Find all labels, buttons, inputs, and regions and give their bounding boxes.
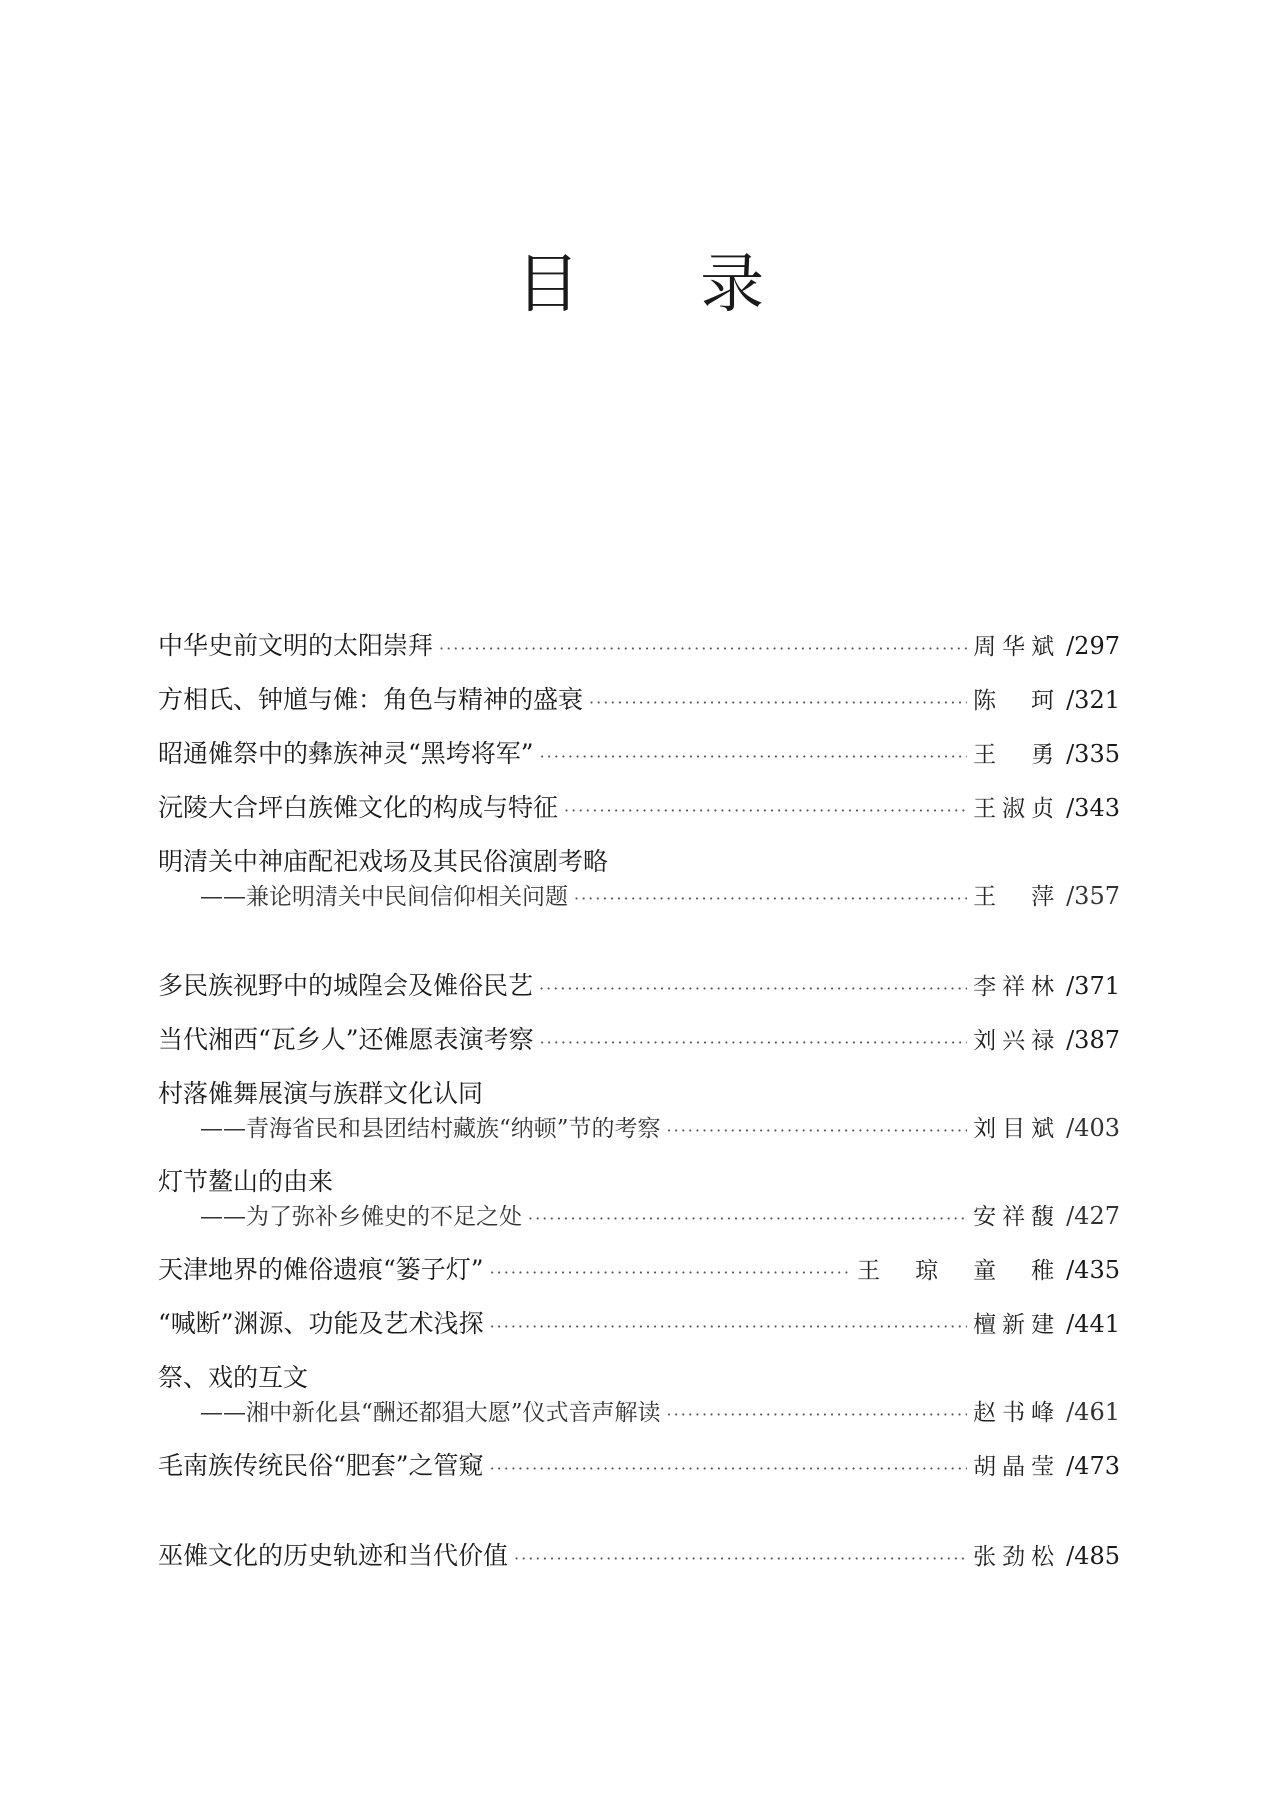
- toc-title-line: [158, 684, 1120, 718]
- toc-title-line: [158, 1450, 1120, 1484]
- dot-leader: [539, 973, 967, 1005]
- toc-title-line: [158, 1024, 1120, 1058]
- entry-page-number: /335: [1066, 740, 1120, 768]
- entry-author: 张劲松: [973, 1544, 1061, 1570]
- dot-leader: [667, 1399, 968, 1431]
- entry-page-number: /357: [1066, 882, 1120, 910]
- toc-entry[interactable]: [158, 1166, 1120, 1234]
- entry-author: 王 勇: [973, 742, 1061, 768]
- toc-entry[interactable]: [158, 846, 1120, 914]
- dot-leader: [490, 1453, 968, 1485]
- toc-entry[interactable]: [158, 1024, 1120, 1058]
- toc-entry[interactable]: [158, 1308, 1120, 1342]
- entry-author: 胡晶莹: [973, 1454, 1061, 1480]
- dot-leader: [574, 883, 967, 915]
- entry-page-number: /403: [1066, 1114, 1120, 1142]
- entry-subtitle: ——兼论明清关中民间信仰相关问题: [200, 884, 568, 910]
- entry-author: 王淑贞: [973, 796, 1061, 822]
- entry-title: 天津地界的傩俗遗痕“篓子灯”: [158, 1255, 484, 1284]
- entry-author: 王 琼 童 稚: [857, 1258, 1061, 1284]
- entry-author: 刘目斌: [973, 1116, 1061, 1142]
- toc-section: [158, 970, 1120, 1484]
- entry-subtitle: ——为了弥补乡傩史的不足之处: [200, 1204, 522, 1230]
- entry-title: 明清关中神庙配祀戏场及其民俗演剧考略: [158, 847, 609, 876]
- toc-entry[interactable]: [158, 1254, 1120, 1288]
- entry-page-number: /427: [1066, 1202, 1120, 1230]
- entry-title: 村落傩舞展演与族群文化认同: [158, 1079, 484, 1108]
- toc-entry[interactable]: [158, 1362, 1120, 1430]
- entry-title: “喊断”渊源、功能及艺术浅探: [158, 1309, 484, 1338]
- table-of-contents: [158, 630, 1120, 1594]
- toc-entry[interactable]: [158, 1450, 1120, 1484]
- toc-entry[interactable]: [158, 738, 1120, 772]
- toc-section: [158, 630, 1120, 914]
- toc-entry[interactable]: [158, 1540, 1120, 1574]
- entry-author: 王 萍: [973, 884, 1061, 910]
- entry-title: 方相氏、钟馗与傩：角色与精神的盛衰: [158, 685, 584, 714]
- toc-title-line: [158, 1254, 1120, 1288]
- toc-title-line: [158, 970, 1120, 1004]
- entry-title: 多民族视野中的城隍会及傩俗民艺: [158, 971, 534, 1000]
- toc-title-line: [158, 1166, 1120, 1200]
- entry-title: 祭、戏的互文: [158, 1363, 309, 1392]
- entry-title: 毛南族传统民俗“肥套”之管窥: [158, 1451, 484, 1480]
- entry-subtitle: ——湘中新化县“酬还都猖大愿”仪式音声解读: [200, 1400, 661, 1426]
- dot-leader: [490, 1311, 968, 1343]
- entry-page-number: /371: [1066, 972, 1120, 1000]
- toc-title-line: [158, 1308, 1120, 1342]
- entry-title: 巫傩文化的历史轨迹和当代价值: [158, 1541, 509, 1570]
- toc-section: [158, 1540, 1120, 1574]
- entry-author: 刘兴禄: [973, 1028, 1061, 1054]
- toc-entry[interactable]: [158, 684, 1120, 718]
- toc-title-line: [158, 738, 1120, 772]
- toc-title-line: [158, 1540, 1120, 1574]
- dot-leader: [528, 1203, 967, 1235]
- toc-entry[interactable]: [158, 970, 1120, 1004]
- entry-page-number: /435: [1066, 1256, 1120, 1284]
- entry-author: 陈 珂: [973, 688, 1061, 714]
- dot-leader: [564, 795, 967, 827]
- dot-leader: [667, 1115, 968, 1147]
- entry-title: 中华史前文明的太阳崇拜: [158, 631, 434, 660]
- entry-page-number: /321: [1066, 686, 1120, 714]
- entry-title: 当代湘西“瓦乡人”还傩愿表演考察: [158, 1025, 534, 1054]
- toc-subtitle-line: [158, 1200, 1120, 1234]
- toc-subtitle-line: [158, 1112, 1120, 1146]
- entry-page-number: /297: [1066, 632, 1120, 660]
- entry-page-number: /343: [1066, 794, 1120, 822]
- toc-title-line: [158, 1362, 1120, 1396]
- entry-title: 昭通傩祭中的彝族神灵“黑垮将军”: [158, 739, 534, 768]
- toc-entry[interactable]: [158, 792, 1120, 826]
- dot-leader: [540, 1027, 968, 1059]
- entry-page-number: /473: [1066, 1452, 1120, 1480]
- dot-leader: [514, 1543, 967, 1575]
- page-title: 目 录: [515, 248, 815, 322]
- toc-title-line: [158, 792, 1120, 826]
- entry-title: 灯节鳌山的由来: [158, 1167, 334, 1196]
- entry-page-number: /387: [1066, 1026, 1120, 1054]
- entry-author: 檀新建: [973, 1312, 1061, 1338]
- dot-leader: [540, 741, 968, 773]
- toc-entry[interactable]: [158, 1078, 1120, 1146]
- toc-title-line: [158, 630, 1120, 664]
- toc-subtitle-line: [158, 880, 1120, 914]
- entry-author: 周华斌: [973, 634, 1061, 660]
- dot-leader: [589, 687, 967, 719]
- toc-title-line: [158, 846, 1120, 880]
- toc-entry[interactable]: [158, 630, 1120, 664]
- entry-subtitle: ——青海省民和县团结村藏族“纳顿”节的考察: [200, 1116, 661, 1142]
- entry-title: 沅陵大合坪白族傩文化的构成与特征: [158, 793, 559, 822]
- entry-page-number: /441: [1066, 1310, 1120, 1338]
- entry-author: 李祥林: [973, 974, 1061, 1000]
- dot-leader: [490, 1257, 852, 1289]
- entry-page-number: /461: [1066, 1398, 1120, 1426]
- entry-author: 赵书峰: [973, 1400, 1061, 1426]
- toc-subtitle-line: [158, 1396, 1120, 1430]
- entry-author: 安祥馥: [973, 1204, 1061, 1230]
- entry-page-number: /485: [1066, 1542, 1120, 1570]
- toc-title-line: [158, 1078, 1120, 1112]
- dot-leader: [439, 633, 967, 665]
